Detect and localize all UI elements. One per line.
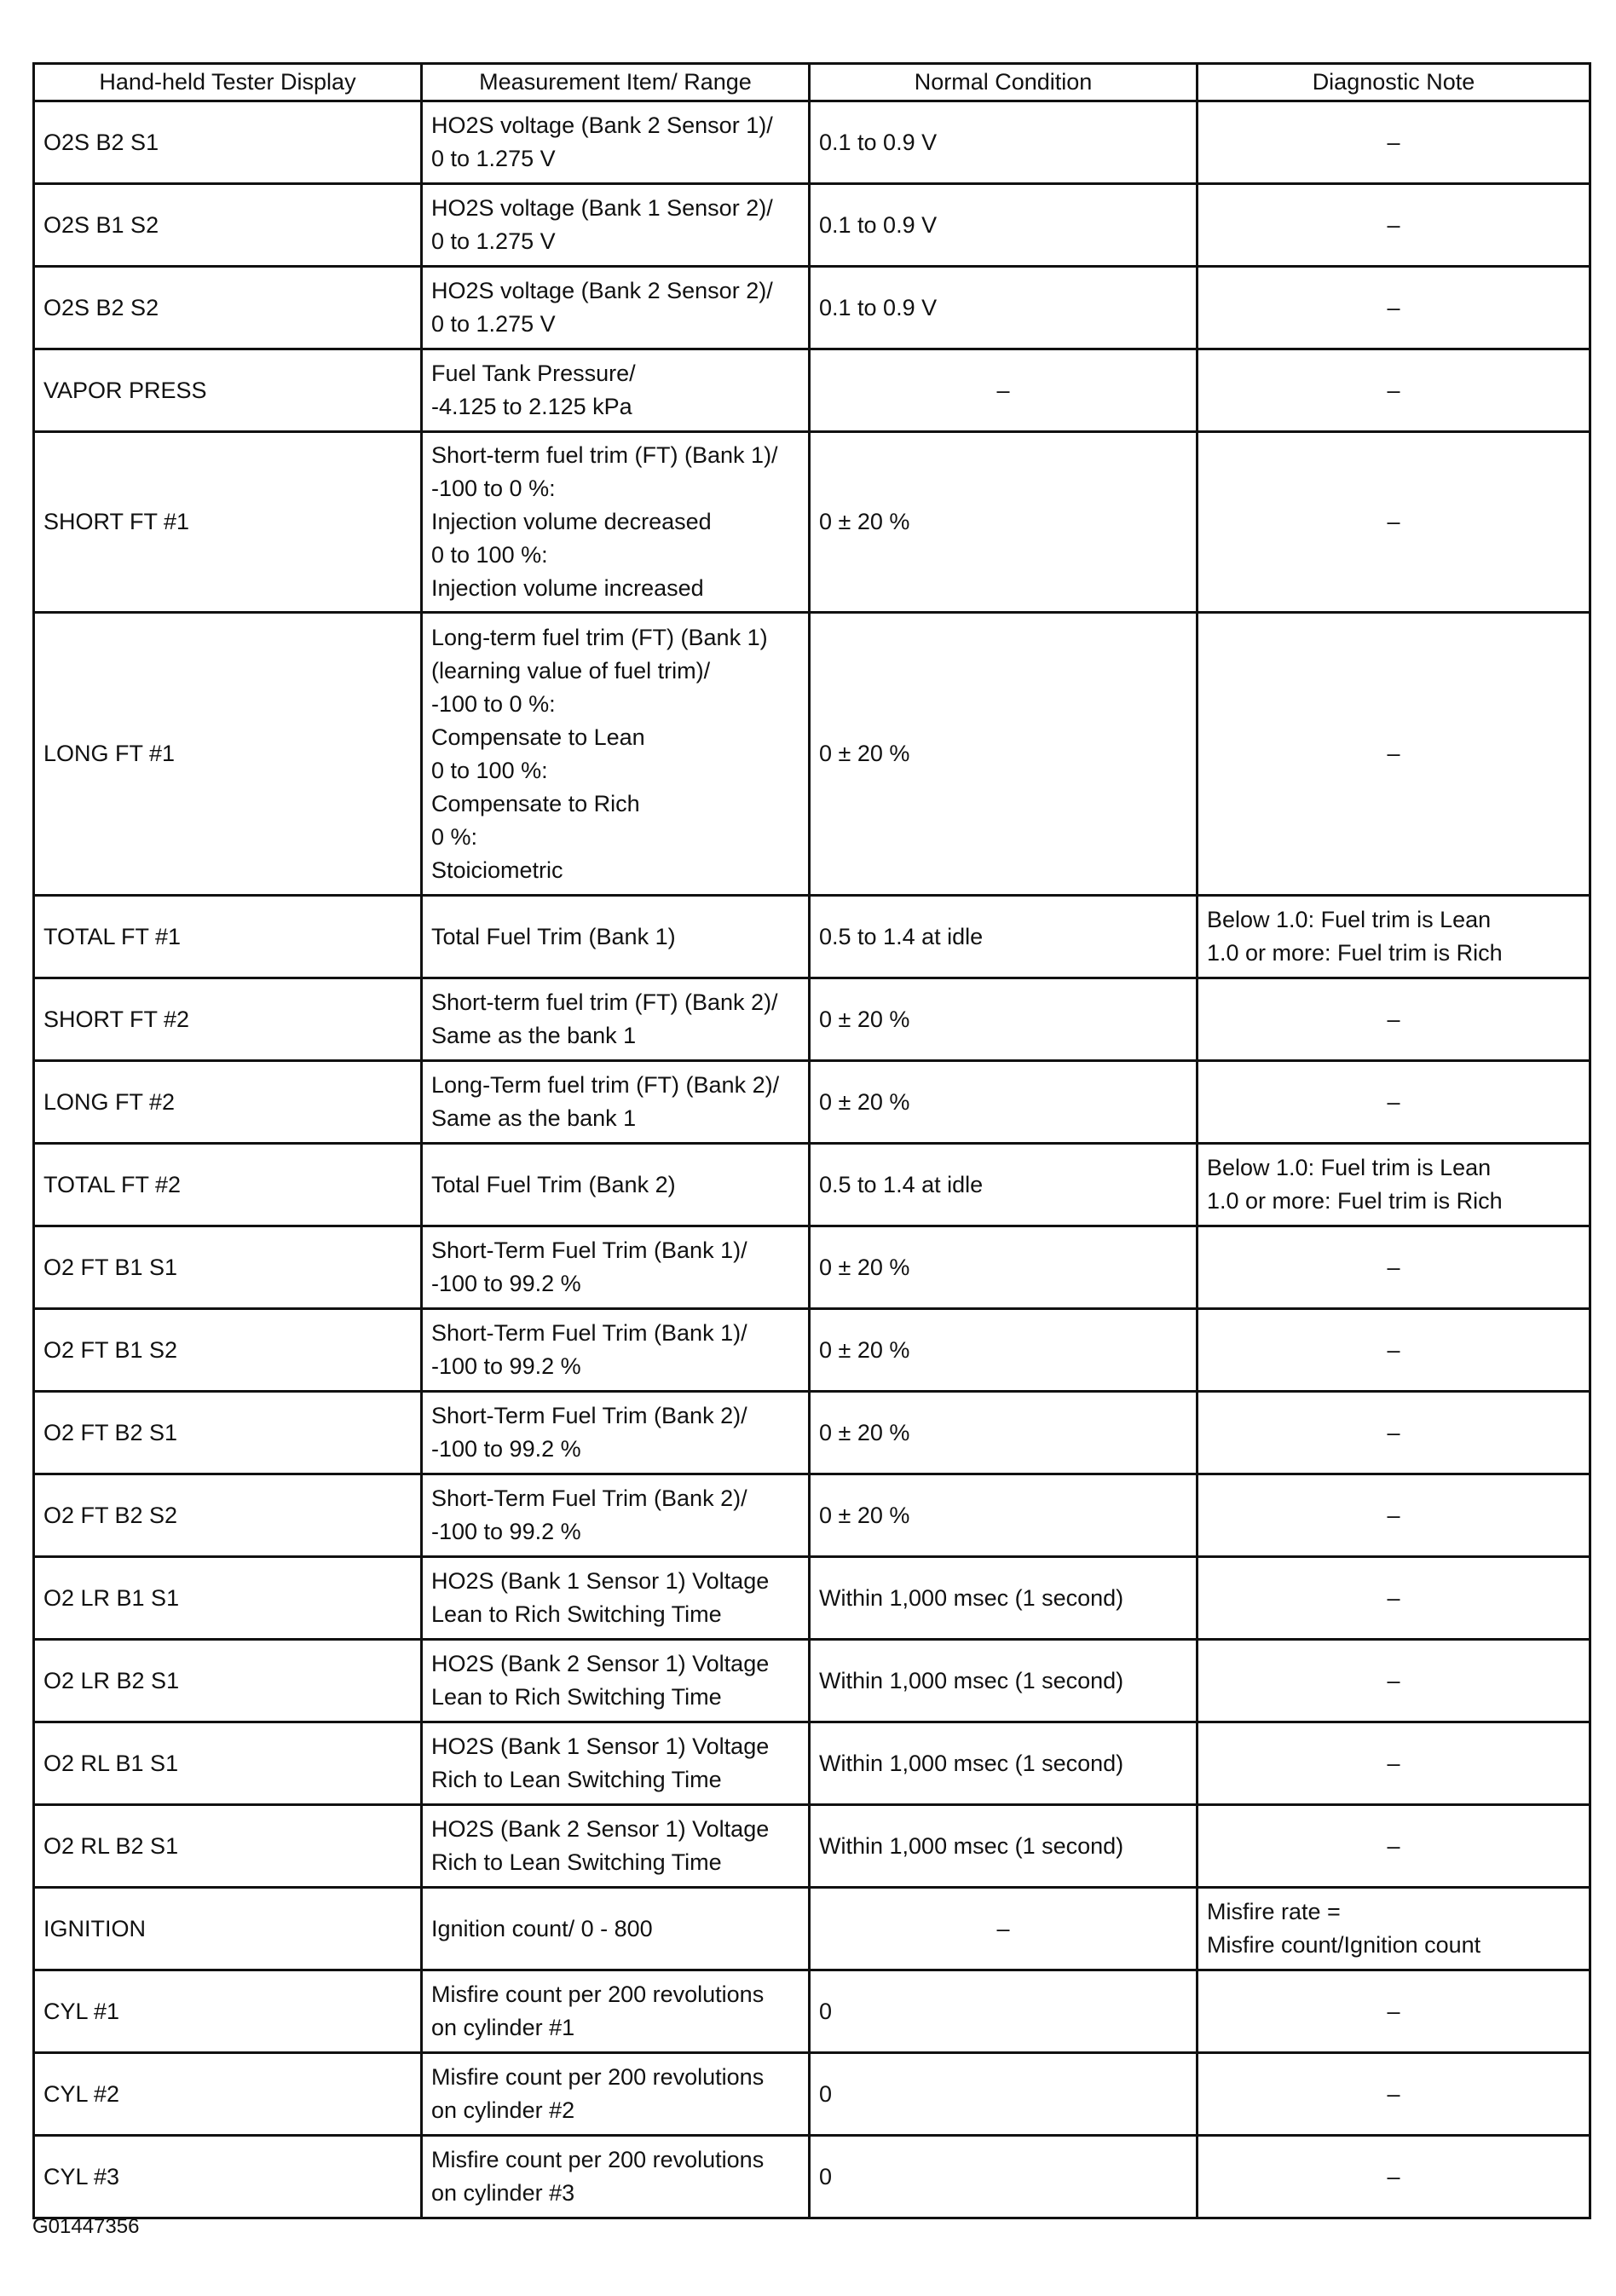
cell-normal-condition-line: 0 ± 20 %: [819, 1254, 910, 1280]
cell-display: SHORT FT #2: [34, 978, 422, 1061]
cell-measurement-item: [422, 184, 810, 267]
tester-display-table: [32, 62, 1591, 2219]
cell-diagnostic-note: [1198, 349, 1590, 432]
cell-measurement-item-line: Misfire count per 200 revolutions: [431, 2064, 765, 2090]
cell-measurement-item: [422, 432, 810, 613]
cell-normal-condition: [810, 1144, 1198, 1226]
cell-measurement-item-line: Injection volume decreased: [431, 509, 712, 534]
cell-measurement-item: [422, 1061, 810, 1144]
cell-diagnostic-note: [1198, 184, 1590, 267]
cell-normal-condition-line: Within 1,000 msec (1 second): [819, 1667, 1124, 1693]
table-container: [32, 62, 1589, 2219]
cell-normal-condition-line: –: [996, 1915, 1010, 1941]
table-row: [34, 184, 1590, 267]
cell-normal-condition-line: 0.1 to 0.9 V: [819, 294, 938, 320]
cell-diagnostic-note-line: Below 1.0: Fuel trim is Lean: [1207, 907, 1492, 932]
cell-normal-condition: [810, 1309, 1198, 1392]
cell-diagnostic-note: [1198, 101, 1590, 184]
cell-measurement-item: [422, 1888, 810, 1970]
cell-normal-condition-line: 0 ± 20 %: [819, 1088, 910, 1115]
cell-display: O2S B2 S2: [34, 267, 422, 349]
table-row: [34, 1226, 1590, 1309]
cell-measurement-item: [422, 1557, 810, 1640]
cell-normal-condition-line: 0 ± 20 %: [819, 1502, 910, 1528]
table-row: [34, 1888, 1590, 1970]
cell-measurement-item-line: Lean to Rich Switching Time: [431, 1684, 722, 1710]
cell-measurement-item-line: Misfire count per 200 revolutions: [431, 2147, 765, 2172]
cell-measurement-item: [422, 267, 810, 349]
cell-diagnostic-note: [1198, 1805, 1590, 1888]
cell-diagnostic-note-line: Below 1.0: Fuel trim is Lean: [1207, 1155, 1492, 1180]
cell-measurement-item-line: Long-Term fuel trim (FT) (Bank 2)/: [431, 1072, 780, 1098]
cell-diagnostic-note-line: –: [1387, 741, 1400, 766]
header-diagnostic-note: Diagnostic Note: [1198, 64, 1590, 101]
cell-measurement-item-line: on cylinder #2: [431, 2097, 575, 2123]
cell-measurement-item-line: Same as the bank 1: [431, 1023, 637, 1048]
cell-normal-condition-line: 0 ± 20 %: [819, 1419, 910, 1445]
cell-measurement-item-line: -100 to 99.2 %: [431, 1271, 581, 1296]
cell-measurement-item-line: HO2S voltage (Bank 2 Sensor 1)/: [431, 112, 773, 138]
table-row: [34, 267, 1590, 349]
cell-measurement-item-line: 0 to 100 %:: [431, 757, 548, 783]
cell-normal-condition-line: 0: [819, 2080, 833, 2107]
cell-display: LONG FT #1: [34, 613, 422, 896]
table-row: [34, 2053, 1590, 2136]
table-row: [34, 1309, 1590, 1392]
cell-diagnostic-note-line: –: [1387, 211, 1400, 238]
cell-measurement-item-line: -100 to 0 %:: [431, 690, 556, 717]
table-row: [34, 978, 1590, 1061]
cell-normal-condition: [810, 1888, 1198, 1970]
cell-diagnostic-note-line: –: [1387, 1584, 1400, 1611]
cell-normal-condition: [810, 613, 1198, 896]
cell-measurement-item-line: 0 to 1.275 V: [431, 311, 556, 337]
table-row: [34, 432, 1590, 613]
header-display: Hand-held Tester Display: [34, 64, 422, 101]
cell-diagnostic-note-line: 1.0 or more: Fuel trim is Rich: [1207, 1188, 1503, 1214]
cell-diagnostic-note-line: –: [1387, 377, 1400, 403]
table-row: [34, 1722, 1590, 1805]
cell-normal-condition-line: 0 ± 20 %: [819, 1336, 910, 1363]
cell-display: TOTAL FT #1: [34, 896, 422, 978]
cell-diagnostic-note-line: –: [1387, 1832, 1400, 1859]
cell-measurement-item: [422, 1309, 810, 1392]
cell-display: O2 RL B2 S1: [34, 1805, 422, 1888]
table-row: [34, 1474, 1590, 1557]
cell-diagnostic-note-line: –: [1387, 1088, 1400, 1115]
table-row: [34, 613, 1590, 896]
cell-measurement-item: [422, 1722, 810, 1805]
table-row: [34, 349, 1590, 432]
cell-normal-condition-line: 0 ± 20 %: [819, 741, 910, 766]
cell-measurement-item: [422, 349, 810, 432]
cell-measurement-item-line: Compensate to Lean: [431, 724, 645, 750]
cell-measurement-item: [422, 613, 810, 896]
cell-display: CYL #1: [34, 1970, 422, 2053]
cell-measurement-item-line: -4.125 to 2.125 kPa: [431, 394, 632, 419]
table-row: [34, 1970, 1590, 2053]
cell-display: O2 FT B1 S1: [34, 1226, 422, 1309]
cell-diagnostic-note-line: –: [1387, 509, 1400, 534]
cell-measurement-item-line: 0 to 100 %:: [431, 542, 548, 568]
cell-normal-condition: [810, 1805, 1198, 1888]
cell-normal-condition-line: 0.1 to 0.9 V: [819, 129, 938, 155]
cell-diagnostic-note-line: –: [1387, 129, 1400, 155]
cell-normal-condition-line: 0: [819, 2163, 833, 2189]
cell-normal-condition: [810, 184, 1198, 267]
cell-diagnostic-note-line: –: [1387, 2080, 1400, 2107]
cell-measurement-item: [422, 1144, 810, 1226]
cell-measurement-item-line: Lean to Rich Switching Time: [431, 1601, 722, 1627]
cell-measurement-item-line: 0 to 1.275 V: [431, 228, 556, 254]
cell-diagnostic-note: [1198, 1474, 1590, 1557]
header-normal-condition: Normal Condition: [810, 64, 1198, 101]
cell-measurement-item-line: HO2S (Bank 2 Sensor 1) Voltage: [431, 1816, 770, 1842]
cell-normal-condition: [810, 1392, 1198, 1474]
cell-normal-condition-line: 0.1 to 0.9 V: [819, 211, 938, 238]
cell-normal-condition-line: 0: [819, 1998, 833, 2024]
cell-normal-condition: [810, 2053, 1198, 2136]
cell-measurement-item-line: HO2S voltage (Bank 2 Sensor 2)/: [431, 278, 773, 303]
cell-measurement-item-line: Compensate to Rich: [431, 790, 640, 816]
cell-measurement-item-line: (learning value of fuel trim)/: [431, 657, 711, 684]
cell-measurement-item: [422, 1640, 810, 1722]
cell-measurement-item-line: Same as the bank 1: [431, 1105, 637, 1131]
cell-display: O2 RL B1 S1: [34, 1722, 422, 1805]
cell-measurement-item-line: on cylinder #3: [431, 2180, 575, 2206]
cell-measurement-item-line: HO2S (Bank 1 Sensor 1) Voltage: [431, 1734, 770, 1759]
cell-measurement-item: [422, 1970, 810, 2053]
cell-diagnostic-note-line: –: [1387, 1502, 1400, 1528]
cell-diagnostic-note-line: –: [1387, 1998, 1400, 2024]
table-body: [34, 101, 1590, 2218]
cell-normal-condition-line: 0 ± 20 %: [819, 1006, 910, 1032]
cell-diagnostic-note: [1198, 1970, 1590, 2053]
cell-display: O2S B2 S1: [34, 101, 422, 184]
cell-measurement-item-line: 0 %:: [431, 823, 478, 850]
cell-measurement-item-line: -100 to 99.2 %: [431, 1519, 581, 1544]
cell-normal-condition-line: 0 ± 20 %: [819, 509, 910, 534]
cell-measurement-item-line: Short-term fuel trim (FT) (Bank 2)/: [431, 989, 778, 1015]
cell-diagnostic-note: [1198, 432, 1590, 613]
cell-measurement-item-line: 0 to 1.275 V: [431, 146, 556, 171]
cell-display: O2 FT B2 S2: [34, 1474, 422, 1557]
cell-measurement-item-line: Misfire count per 200 revolutions: [431, 1982, 765, 2007]
cell-measurement-item: [422, 2136, 810, 2218]
cell-measurement-item-line: Short-Term Fuel Trim (Bank 1)/: [431, 1320, 747, 1346]
cell-measurement-item-line: HO2S (Bank 2 Sensor 1) Voltage: [431, 1651, 770, 1676]
cell-normal-condition: [810, 978, 1198, 1061]
cell-measurement-item: [422, 2053, 810, 2136]
cell-display: LONG FT #2: [34, 1061, 422, 1144]
cell-normal-condition-line: Within 1,000 msec (1 second): [819, 1832, 1124, 1859]
cell-normal-condition-line: Within 1,000 msec (1 second): [819, 1750, 1124, 1776]
cell-diagnostic-note: [1198, 613, 1590, 896]
cell-normal-condition: [810, 267, 1198, 349]
cell-measurement-item: [422, 1474, 810, 1557]
cell-display: CYL #3: [34, 2136, 422, 2218]
cell-display: CYL #2: [34, 2053, 422, 2136]
table-row: [34, 1805, 1590, 1888]
cell-measurement-item-line: Fuel Tank Pressure/: [431, 361, 636, 386]
cell-measurement-item-line: -100 to 99.2 %: [431, 1353, 581, 1379]
cell-diagnostic-note: [1198, 1144, 1590, 1226]
cell-normal-condition: [810, 1970, 1198, 2053]
cell-diagnostic-note-line: –: [1387, 2163, 1400, 2189]
cell-normal-condition-line: 0.5 to 1.4 at idle: [819, 1171, 984, 1197]
cell-display: VAPOR PRESS: [34, 349, 422, 432]
cell-diagnostic-note: [1198, 896, 1590, 978]
cell-measurement-item-line: Injection volume increased: [431, 575, 704, 601]
cell-measurement-item-line: Short-Term Fuel Trim (Bank 2)/: [431, 1485, 747, 1511]
cell-normal-condition: [810, 1061, 1198, 1144]
cell-diagnostic-note-line: –: [1387, 1006, 1400, 1032]
cell-normal-condition-line: 0.5 to 1.4 at idle: [819, 923, 984, 949]
cell-diagnostic-note: [1198, 2136, 1590, 2218]
cell-normal-condition-line: Within 1,000 msec (1 second): [819, 1584, 1124, 1611]
table-row: [34, 101, 1590, 184]
header-row: [34, 64, 1590, 101]
figure-code: G01447356: [32, 2215, 140, 2238]
cell-normal-condition: [810, 101, 1198, 184]
cell-display: O2S B1 S2: [34, 184, 422, 267]
cell-diagnostic-note-line: –: [1387, 1667, 1400, 1693]
table-row: [34, 1557, 1590, 1640]
cell-normal-condition: [810, 349, 1198, 432]
cell-diagnostic-note: [1198, 1309, 1590, 1392]
table-row: [34, 1392, 1590, 1474]
cell-measurement-item-line: Total Fuel Trim (Bank 2): [431, 1171, 676, 1197]
cell-measurement-item-line: Ignition count/ 0 - 800: [431, 1915, 653, 1941]
cell-diagnostic-note: [1198, 1392, 1590, 1474]
cell-diagnostic-note-line: –: [1387, 294, 1400, 320]
cell-diagnostic-note: [1198, 1888, 1590, 1970]
cell-measurement-item-line: Short-Term Fuel Trim (Bank 2)/: [431, 1403, 747, 1428]
cell-measurement-item-line: -100 to 99.2 %: [431, 1436, 581, 1462]
cell-normal-condition-line: –: [996, 377, 1010, 403]
cell-diagnostic-note-line: Misfire count/Ignition count: [1207, 1932, 1481, 1958]
cell-measurement-item: [422, 978, 810, 1061]
cell-measurement-item-line: on cylinder #1: [431, 2015, 575, 2040]
cell-measurement-item-line: Rich to Lean Switching Time: [431, 1767, 722, 1792]
cell-diagnostic-note: [1198, 2053, 1590, 2136]
cell-diagnostic-note-line: Misfire rate =: [1207, 1899, 1341, 1924]
cell-diagnostic-note: [1198, 1061, 1590, 1144]
cell-diagnostic-note-line: –: [1387, 1336, 1400, 1363]
cell-diagnostic-note: [1198, 267, 1590, 349]
cell-normal-condition: [810, 1640, 1198, 1722]
cell-measurement-item-line: Rich to Lean Switching Time: [431, 1849, 722, 1875]
cell-diagnostic-note: [1198, 1640, 1590, 1722]
cell-display: IGNITION: [34, 1888, 422, 1970]
cell-measurement-item-line: Short-term fuel trim (FT) (Bank 1)/: [431, 442, 778, 468]
cell-diagnostic-note: [1198, 1557, 1590, 1640]
cell-measurement-item-line: Long-term fuel trim (FT) (Bank 1): [431, 624, 768, 650]
cell-diagnostic-note-line: –: [1387, 1750, 1400, 1776]
cell-diagnostic-note: [1198, 978, 1590, 1061]
cell-display: SHORT FT #1: [34, 432, 422, 613]
cell-normal-condition: [810, 1474, 1198, 1557]
cell-measurement-item-line: -100 to 0 %:: [431, 476, 556, 501]
table-row: [34, 2136, 1590, 2218]
cell-measurement-item-line: Stoiciometric: [431, 857, 563, 883]
cell-measurement-item-line: Short-Term Fuel Trim (Bank 1)/: [431, 1237, 747, 1263]
cell-display: O2 LR B2 S1: [34, 1640, 422, 1722]
cell-diagnostic-note: [1198, 1226, 1590, 1309]
cell-measurement-item-line: HO2S voltage (Bank 1 Sensor 2)/: [431, 195, 773, 221]
cell-normal-condition: [810, 432, 1198, 613]
cell-normal-condition: [810, 1557, 1198, 1640]
cell-display: O2 LR B1 S1: [34, 1557, 422, 1640]
cell-display: O2 FT B1 S2: [34, 1309, 422, 1392]
cell-normal-condition: [810, 1226, 1198, 1309]
cell-diagnostic-note-line: 1.0 or more: Fuel trim is Rich: [1207, 940, 1503, 966]
cell-measurement-item-line: HO2S (Bank 1 Sensor 1) Voltage: [431, 1568, 770, 1594]
table-row: [34, 1144, 1590, 1226]
cell-normal-condition: [810, 2136, 1198, 2218]
cell-measurement-item: [422, 896, 810, 978]
header-measurement-item: Measurement Item/ Range: [422, 64, 810, 101]
cell-diagnostic-note-line: –: [1387, 1254, 1400, 1280]
cell-normal-condition: [810, 896, 1198, 978]
cell-diagnostic-note: [1198, 1722, 1590, 1805]
cell-measurement-item: [422, 1226, 810, 1309]
cell-display: TOTAL FT #2: [34, 1144, 422, 1226]
cell-normal-condition: [810, 1722, 1198, 1805]
table-row: [34, 1640, 1590, 1722]
cell-measurement-item: [422, 1805, 810, 1888]
cell-measurement-item: [422, 101, 810, 184]
cell-diagnostic-note-line: –: [1387, 1419, 1400, 1445]
cell-measurement-item-line: Total Fuel Trim (Bank 1): [431, 923, 676, 949]
cell-measurement-item: [422, 1392, 810, 1474]
table-row: [34, 1061, 1590, 1144]
table-row: [34, 896, 1590, 978]
cell-display: O2 FT B2 S1: [34, 1392, 422, 1474]
